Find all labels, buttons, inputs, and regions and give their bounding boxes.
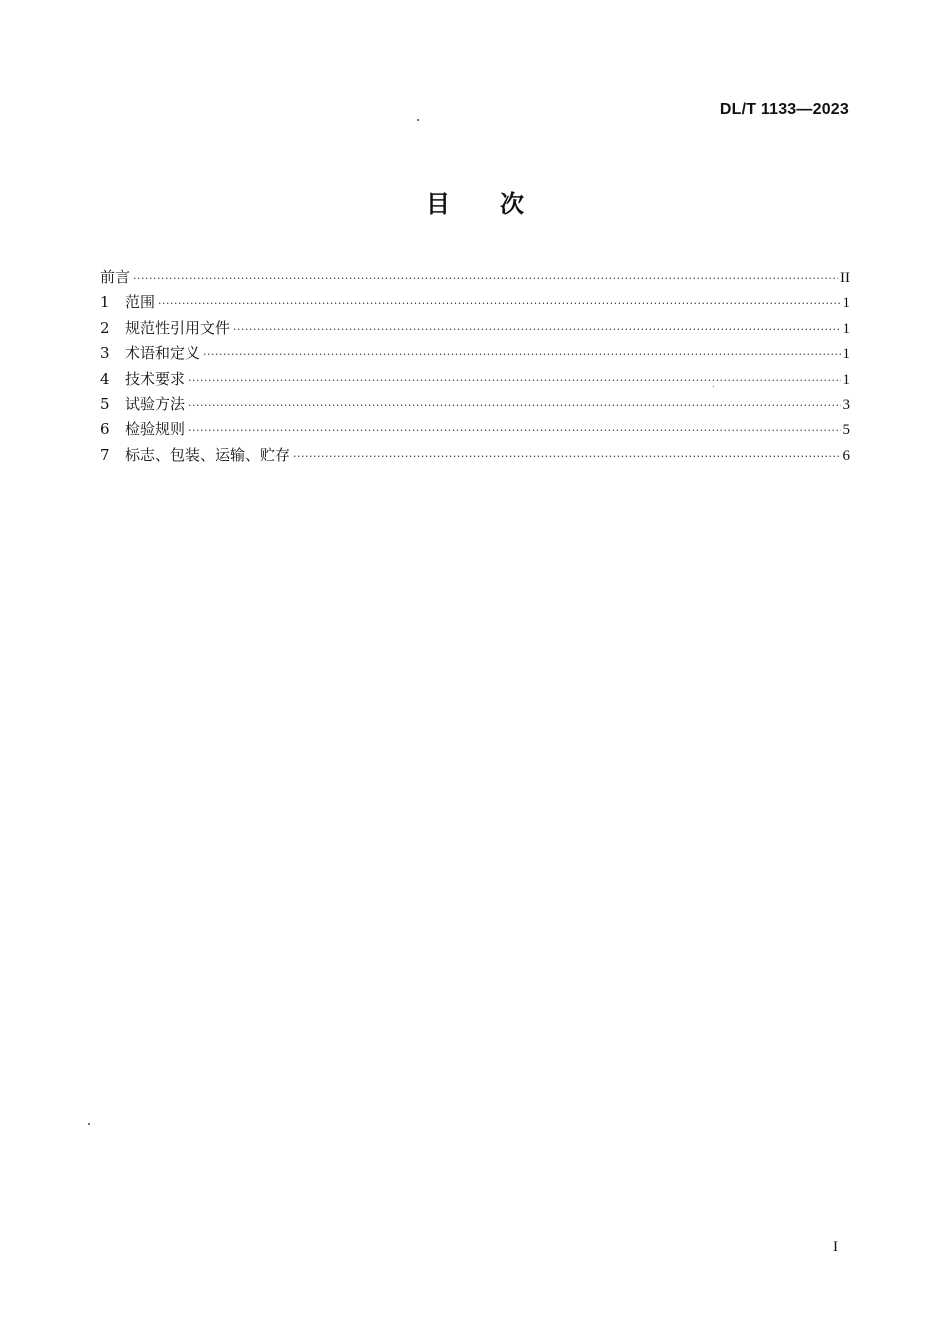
toc-entry-number: 4 [100, 369, 110, 388]
standard-code: DL/T 1133—2023 [719, 101, 849, 118]
toc-leader-dots [188, 393, 840, 417]
toc-entry-page: 1 [842, 371, 850, 388]
toc-entry-label: 术语和定义 [125, 344, 201, 363]
toc-entry-page: II [840, 270, 850, 286]
toc-entry-page: 1 [842, 320, 850, 337]
toc-entry-number: 3 [100, 344, 110, 363]
toc-entry-label: 技术要求 [125, 369, 186, 388]
toc-entry-label: 检验规则 [125, 420, 186, 439]
toc-entry-inspection-rules[interactable] [100, 417, 850, 442]
toc-entry-scope[interactable] [100, 290, 850, 315]
toc-leader-dots [203, 342, 840, 366]
table-of-contents [100, 265, 850, 468]
scan-speck [88, 1123, 90, 1125]
toc-entry-label: 范围 [125, 293, 156, 312]
toc-entry-test-methods[interactable] [100, 392, 850, 417]
toc-entry-page: 5 [842, 422, 850, 439]
toc-entry-terms-definitions[interactable] [100, 341, 850, 366]
toc-leader-dots [158, 291, 840, 315]
scan-speck [713, 386, 714, 387]
toc-entry-number: 6 [100, 420, 110, 439]
toc-entry-number: 7 [100, 445, 110, 464]
toc-entry-foreword[interactable] [100, 265, 850, 290]
page-number: I [833, 1239, 838, 1255]
toc-entry-page: 6 [842, 447, 850, 464]
toc-entry-page: 3 [842, 396, 850, 413]
scan-speck [417, 119, 419, 121]
toc-leader-dots [188, 368, 840, 392]
toc-entry-technical-requirements[interactable] [100, 367, 850, 392]
toc-entry-normative-references[interactable] [100, 316, 850, 341]
toc-entry-number: 1 [100, 293, 110, 312]
toc-entry-page: 1 [842, 295, 850, 312]
toc-entry-label: 标志、包装、运输、贮存 [125, 445, 291, 464]
page-title: 目次 [426, 190, 574, 218]
toc-entry-number: 2 [100, 318, 110, 337]
toc-leader-dots [233, 317, 840, 341]
toc-entry-page: 1 [842, 346, 850, 363]
toc-entry-label: 试验方法 [125, 394, 186, 413]
toc-leader-dots [293, 444, 840, 468]
toc-entry-label: 前言 [100, 268, 131, 286]
toc-entry-label: 规范性引用文件 [125, 318, 231, 337]
toc-leader-dots [188, 418, 840, 442]
toc-entry-marking-packaging[interactable] [100, 443, 850, 468]
toc-entry-number: 5 [100, 394, 110, 413]
toc-leader-dots [133, 266, 838, 290]
